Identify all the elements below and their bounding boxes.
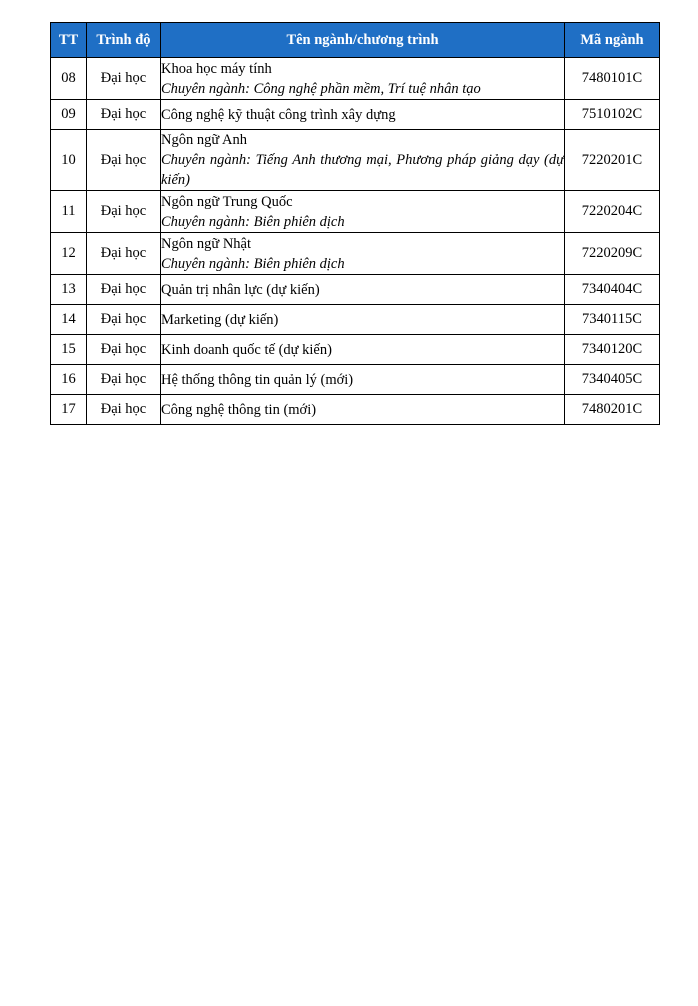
program-name: Ngôn ngữ Nhật bbox=[161, 235, 252, 252]
program-table bbox=[50, 22, 660, 425]
program-specialization: Chuyên ngành: Tiếng Anh thương mại, Phương pháp giảng dạy (dự kiến) bbox=[161, 152, 564, 188]
cell-program bbox=[161, 365, 565, 395]
cell-code: 7480201C bbox=[565, 395, 660, 425]
cell-tt: 12 bbox=[51, 233, 87, 275]
program-name: Công nghệ kỹ thuật công trình xây dựng bbox=[161, 106, 396, 123]
cell-level: Đại học bbox=[87, 130, 161, 191]
table-row bbox=[51, 130, 660, 191]
cell-tt: 17 bbox=[51, 395, 87, 425]
header-program: Tên ngành/chương trình bbox=[161, 23, 565, 58]
cell-code: 7220209C bbox=[565, 233, 660, 275]
cell-level: Đại học bbox=[87, 191, 161, 233]
cell-tt: 08 bbox=[51, 58, 87, 100]
header-level: Trình độ bbox=[87, 23, 161, 58]
cell-level: Đại học bbox=[87, 395, 161, 425]
cell-program bbox=[161, 191, 565, 233]
cell-level: Đại học bbox=[87, 365, 161, 395]
program-name: Ngôn ngữ Trung Quốc bbox=[161, 193, 293, 210]
header-code: Mã ngành bbox=[565, 23, 660, 58]
table-row bbox=[51, 335, 660, 365]
table-row bbox=[51, 191, 660, 233]
cell-program bbox=[161, 58, 565, 100]
table-row bbox=[51, 275, 660, 305]
cell-tt: 15 bbox=[51, 335, 87, 365]
table-row bbox=[51, 305, 660, 335]
program-specialization: Chuyên ngành: Biên phiên dịch bbox=[161, 213, 345, 230]
cell-program bbox=[161, 335, 565, 365]
cell-level: Đại học bbox=[87, 100, 161, 130]
table-row bbox=[51, 395, 660, 425]
table-row bbox=[51, 100, 660, 130]
cell-code: 7510102C bbox=[565, 100, 660, 130]
cell-code: 7340404C bbox=[565, 275, 660, 305]
cell-tt: 14 bbox=[51, 305, 87, 335]
program-name: Quản trị nhân lực (dự kiến) bbox=[161, 281, 320, 298]
program-name: Kinh doanh quốc tế (dự kiến) bbox=[161, 341, 332, 358]
cell-tt: 10 bbox=[51, 130, 87, 191]
cell-program bbox=[161, 233, 565, 275]
header-tt: TT bbox=[51, 23, 87, 58]
program-name: Khoa học máy tính bbox=[161, 60, 272, 77]
cell-code: 7340115C bbox=[565, 305, 660, 335]
program-name: Marketing (dự kiến) bbox=[161, 311, 279, 328]
cell-code: 7340405C bbox=[565, 365, 660, 395]
cell-tt: 16 bbox=[51, 365, 87, 395]
cell-program bbox=[161, 100, 565, 130]
cell-level: Đại học bbox=[87, 233, 161, 275]
cell-program bbox=[161, 395, 565, 425]
table-header-row bbox=[51, 23, 660, 58]
cell-code: 7480101C bbox=[565, 58, 660, 100]
program-name: Hệ thống thông tin quản lý (mới) bbox=[161, 371, 354, 388]
cell-code: 7220201C bbox=[565, 130, 660, 191]
program-name: Công nghệ thông tin (mới) bbox=[161, 401, 317, 418]
program-specialization: Chuyên ngành: Công nghệ phần mềm, Trí tuệ nhân tạo bbox=[161, 80, 481, 97]
cell-program bbox=[161, 130, 565, 191]
cell-level: Đại học bbox=[87, 305, 161, 335]
cell-code: 7340120C bbox=[565, 335, 660, 365]
program-specialization: Chuyên ngành: Biên phiên dịch bbox=[161, 255, 345, 272]
cell-code: 7220204C bbox=[565, 191, 660, 233]
cell-level: Đại học bbox=[87, 335, 161, 365]
cell-level: Đại học bbox=[87, 58, 161, 100]
cell-tt: 13 bbox=[51, 275, 87, 305]
cell-tt: 11 bbox=[51, 191, 87, 233]
cell-tt: 09 bbox=[51, 100, 87, 130]
table-row bbox=[51, 233, 660, 275]
table-row bbox=[51, 365, 660, 395]
program-name: Ngôn ngữ Anh bbox=[161, 132, 248, 148]
cell-program bbox=[161, 275, 565, 305]
table-row bbox=[51, 58, 660, 100]
cell-program bbox=[161, 305, 565, 335]
cell-level: Đại học bbox=[87, 275, 161, 305]
